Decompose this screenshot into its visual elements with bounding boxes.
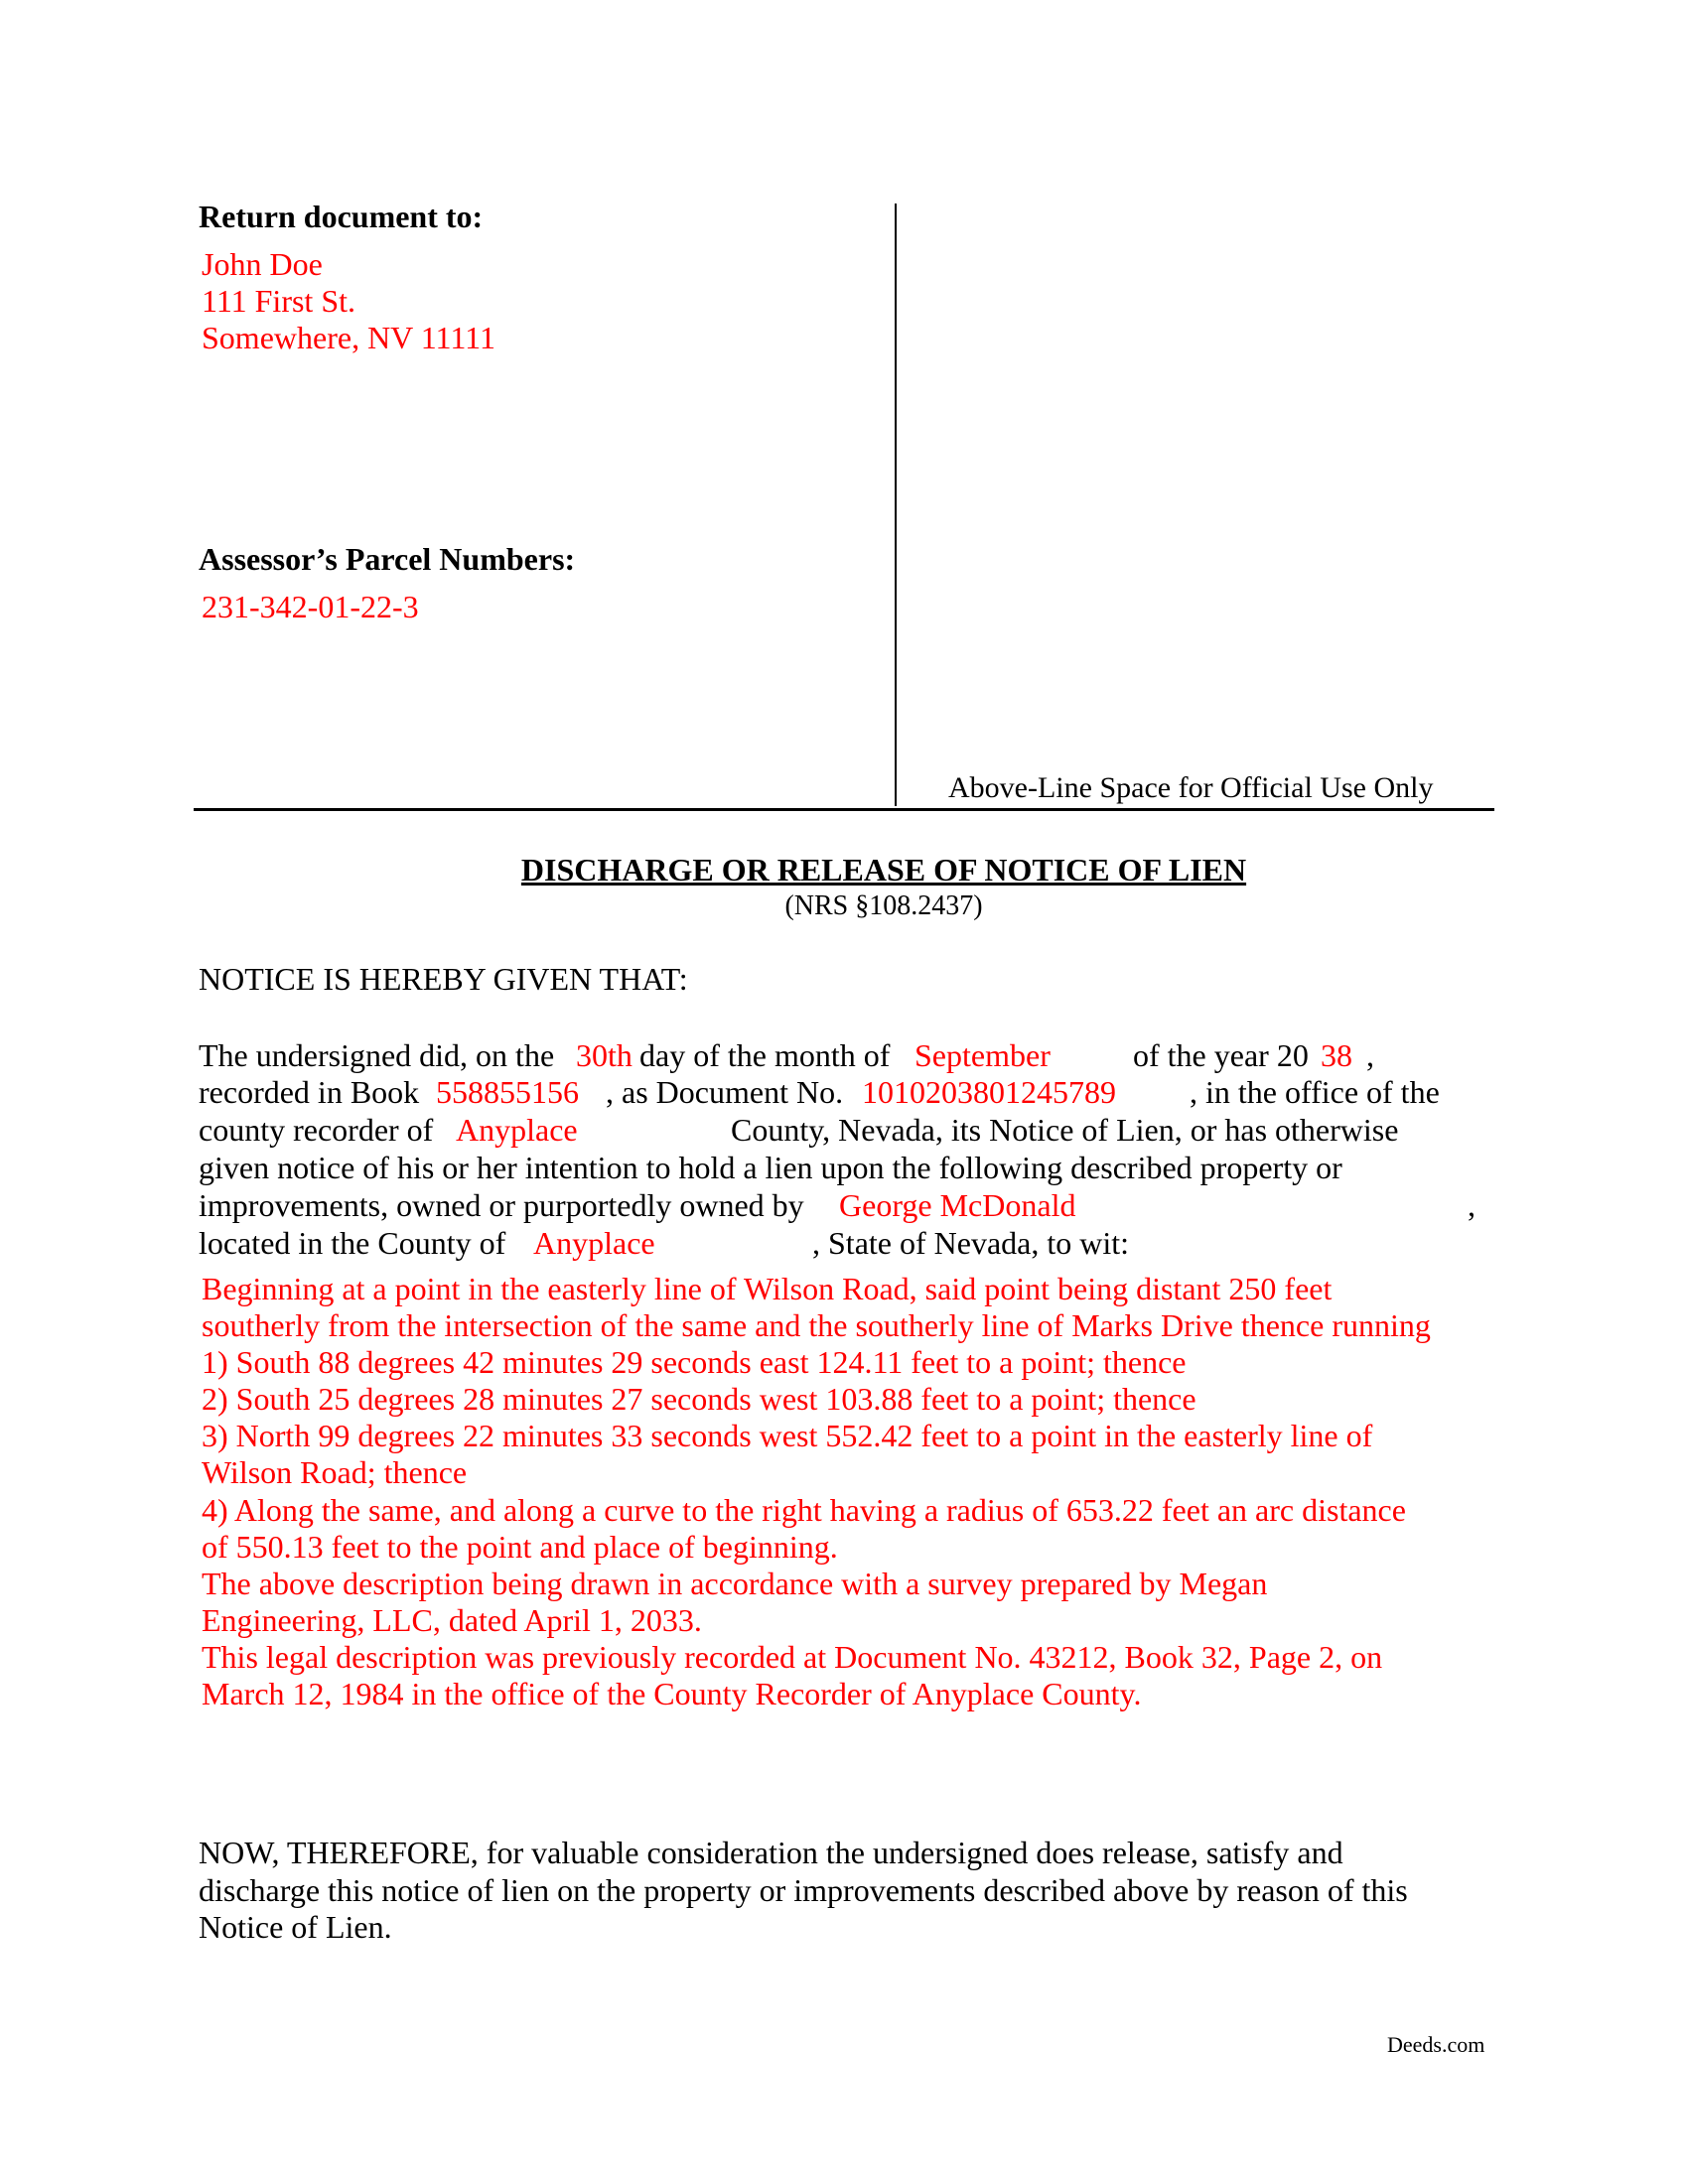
notice-heading: NOTICE IS HEREBY GIVEN THAT: [199,961,688,997]
day-field: 30th [576,1037,633,1073]
return-name: John Doe [202,246,323,282]
document-subtitle: (NRS §108.2437) [784,890,983,921]
official-use-divider [895,204,897,806]
location-county-field: Anyplace [533,1225,655,1261]
year-field: 38 [1321,1037,1352,1073]
legal-description-line: March 12, 1984 in the office of the County Recorder of Anyplace County. [202,1676,1142,1712]
release-line: Notice of Lien. [199,1909,392,1945]
document-number-field: 1010203801245789 [862,1074,1116,1110]
parcel-number: 231-342-01-22-3 [202,589,419,624]
official-use-label: Above-Line Space for Official Use Only [948,771,1434,804]
book-field: 558855156 [436,1074,579,1110]
body-text: County, Nevada, its Notice of Lien, or has otherwise [731,1112,1399,1148]
legal-description [202,1271,1431,1712]
body-text: , in the office of the [1190,1074,1440,1110]
body-text: given notice of his or her intention to hold a lien upon the following described property or [199,1150,1342,1185]
release-line: NOW, THEREFORE, for valuable consideration the undersigned does release, satisfy and [199,1835,1343,1870]
legal-description-line: southerly from the intersection of the same and the southerly line of Marks Drive thence running [202,1307,1431,1344]
legal-description-line: Engineering, LLC, dated April 1, 2033. [202,1601,702,1638]
body-text: The undersigned did, on the [199,1037,555,1073]
body-text: of the year 20 [1133,1037,1309,1073]
legal-description-line: Beginning at a point in the easterly line of Wilson Road, said point being distant 250 feet [202,1271,1333,1306]
recording-area-rule [194,808,1494,811]
body-text: , [1468,1187,1476,1223]
legal-description-line: of 550.13 feet to the point and place of beginning. [202,1528,838,1565]
document-title: DISCHARGE OR RELEASE OF NOTICE OF LIEN [520,852,1247,887]
body-text: recorded in Book [199,1074,420,1110]
return-street: 111 First St. [202,283,355,319]
legal-description-line: 1) South 88 degrees 42 minutes 29 seconds east 124.11 feet to a point; thence [202,1344,1187,1381]
month-field: September [914,1037,1051,1073]
body-text: , [1366,1037,1374,1073]
body-text: located in the County of [199,1225,506,1261]
legal-description-line: 3) North 99 degrees 22 minutes 33 seconds west 552.42 feet to a point in the easterly line of [202,1418,1373,1454]
county-field: Anyplace [456,1112,578,1148]
body-text: day of the month of [639,1037,891,1073]
legal-description-line: 4) Along the same, and along a curve to the right having a radius of 653.22 feet an arc distance [202,1491,1406,1528]
return-city: Somewhere, NV 11111 [202,320,495,355]
body-text: county recorder of [199,1112,434,1148]
release-line: discharge this notice of lien on the property or improvements described above by reason of this [199,1871,1408,1908]
release-paragraph [199,1835,1408,1947]
return-heading: Return document to: [199,199,484,234]
body-text: improvements, owned or purportedly owned by [199,1187,804,1223]
legal-description-line: The above description being drawn in accordance with a survey prepared by Megan [202,1565,1268,1601]
owner-field: George McDonald [839,1187,1076,1223]
body-text: , as Document No. [606,1074,844,1110]
legal-description-line: This legal description was previously recorded at Document No. 43212, Book 32, Page 2, on [202,1638,1383,1675]
legal-description-line: Wilson Road; thence [202,1454,468,1491]
parcel-heading: Assessor’s Parcel Numbers: [199,541,576,577]
body-text: , State of Nevada, to wit: [812,1225,1130,1261]
legal-description-line: 2) South 25 degrees 28 minutes 27 seconds west 103.88 feet to a point; thence [202,1381,1196,1418]
footer-brand: Deeds.com [1387,2032,1485,2057]
